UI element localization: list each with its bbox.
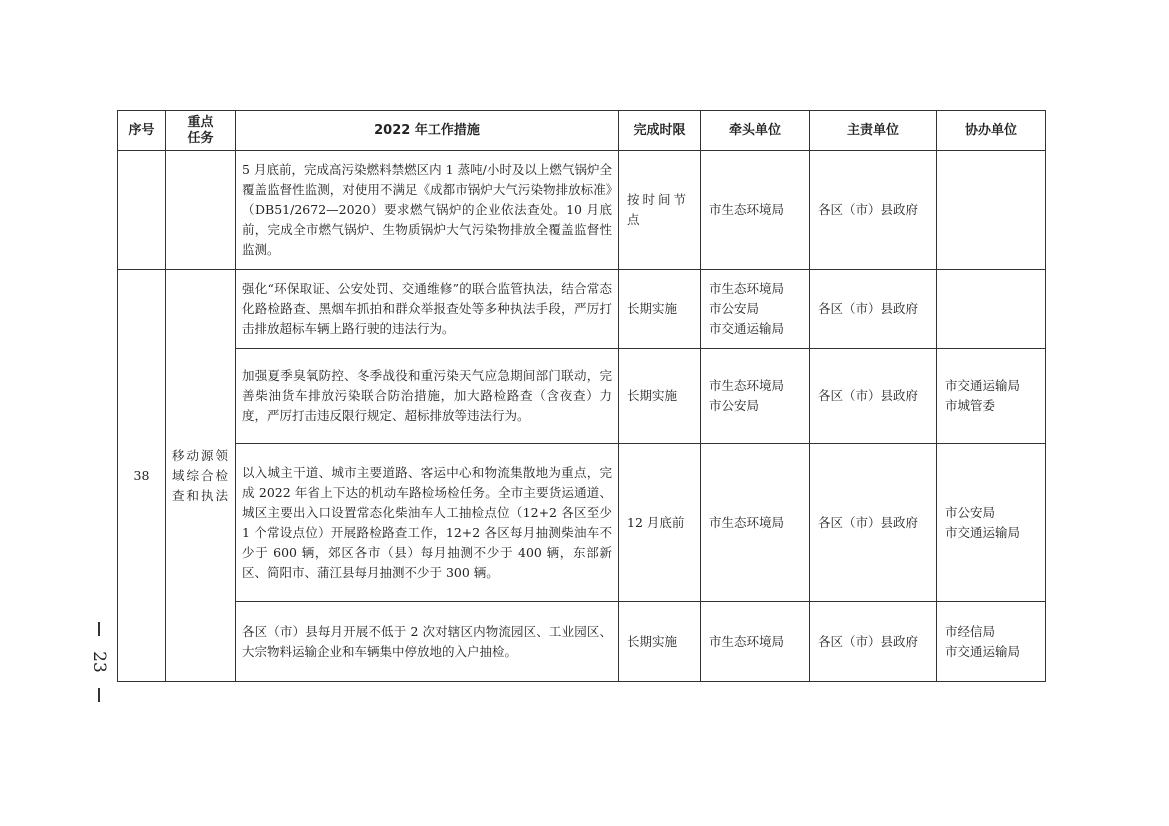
seq-cell: 38 [118, 270, 166, 682]
measure-cell: 各区（市）县每月开展不低于 2 次对辖区内物流园区、工业园区、大宗物料运输企业和车辆集中停放地的入户抽检。 [236, 602, 619, 682]
page-number-dash-top [98, 622, 99, 636]
header-task-text: 重点任务 [187, 114, 214, 146]
table-row [118, 444, 1046, 602]
unit-name: 市生态环境局 [709, 633, 785, 649]
unit-name: 市公安局 [709, 301, 760, 316]
unit-name: 市交通运输局 [709, 321, 785, 336]
table-row [118, 270, 1046, 349]
unit-name: 市交通运输局 [945, 643, 1021, 659]
deadline-cell: 长期实施 [619, 602, 701, 682]
unit-name: 市生态环境局 [709, 281, 785, 296]
assist-cell [937, 444, 1046, 602]
assist-cell [937, 151, 1046, 270]
page-number-dash-bottom [98, 688, 99, 702]
lead-cell [701, 270, 810, 349]
header-measure: 2022 年工作措施 [236, 111, 619, 151]
deadline-text: 按时间节点 [627, 192, 690, 227]
header-lead: 牵头单位 [701, 111, 810, 151]
unit-name: 市公安局 [945, 504, 996, 520]
deadline-cell [619, 151, 701, 270]
main-cell: 各区（市）县政府 [810, 444, 937, 602]
task-cell: 移动源领域综合检查和执法 [166, 270, 236, 682]
deadline-cell: 长期实施 [619, 349, 701, 444]
unit-name: 市经信局 [945, 623, 996, 639]
lead-cell [701, 349, 810, 444]
unit-name: 市生态环境局 [709, 378, 785, 393]
main-cell: 各区（市）县政府 [810, 270, 937, 349]
lead-cell [701, 444, 810, 602]
header-deadline: 完成时限 [619, 111, 701, 151]
seq-cell-empty [118, 151, 166, 270]
header-task [166, 111, 236, 151]
measure-cell: 强化“环保取证、公安处罚、交通维修”的联合监管执法，结合常态化路检路查、黑烟车抓拍和群众举报查处等多种执法手段，严厉打击排放超标车辆上路行驶的违法行为。 [236, 270, 619, 349]
table-row [118, 151, 1046, 270]
measure-cell: 5 月底前，完成高污染燃料禁燃区内 1 蒸吨/小时及以上燃气锅炉全覆盖监督性监测，对使用不满足《成都市锅炉大气污染物排放标准》（DB51/2672—2020）要求燃气锅炉的企业依法查处。10 月底前，完成全市燃气锅炉、生物质锅炉大气污染物排放全覆盖监督性监测。 [236, 151, 619, 270]
task-cell-empty [166, 151, 236, 270]
unit-name: 市生态环境局 [709, 514, 785, 530]
header-row [118, 111, 1046, 151]
unit-name: 市交通运输局 [945, 524, 1021, 540]
main-cell: 各区（市）县政府 [810, 602, 937, 682]
header-assist: 协办单位 [937, 111, 1046, 151]
assist-cell [937, 602, 1046, 682]
deadline-cell: 12 月底前 [619, 444, 701, 602]
header-seq: 序号 [118, 111, 166, 151]
unit-name: 市生态环境局 [709, 202, 785, 217]
assist-cell [937, 349, 1046, 444]
main-cell: 各区（市）县政府 [810, 151, 937, 270]
deadline-cell: 长期实施 [619, 270, 701, 349]
lead-cell [701, 602, 810, 682]
header-main: 主责单位 [810, 111, 937, 151]
unit-name: 市交通运输局 [945, 378, 1021, 393]
table-row [118, 349, 1046, 444]
measure-cell: 加强夏季臭氧防控、冬季战役和重污染天气应急期间部门联动，完善柴油货车排放污染联合防治措施，加大路检路查（含夜查）力度，严厉打击违反限行规定、超标排放等违法行为。 [236, 349, 619, 444]
main-cell: 各区（市）县政府 [810, 349, 937, 444]
work-measures-table [117, 110, 1046, 682]
assist-cell [937, 270, 1046, 349]
table-row [118, 602, 1046, 682]
unit-name: 市公安局 [709, 398, 760, 413]
page-number [86, 622, 112, 702]
unit-name: 市城管委 [945, 398, 996, 413]
measure-cell: 以入城主干道、城市主要道路、客运中心和物流集散地为重点，完成 2022 年省上下达的机动车路检场检任务。全市主要货运通道、城区主要出入口设置常态化柴油车人工抽检点位（12+2 各区至少 1 个常设点位）开展路检路查工作，12+2 各区每月抽测柴油车不少于 600 辆，郊区各市（县）每月抽测不少于 400 辆，东部新区、简阳市、蒲江县每月抽测不少于 300 辆。 [236, 444, 619, 602]
page-number-text: 23 [88, 651, 109, 673]
lead-cell [701, 151, 810, 270]
